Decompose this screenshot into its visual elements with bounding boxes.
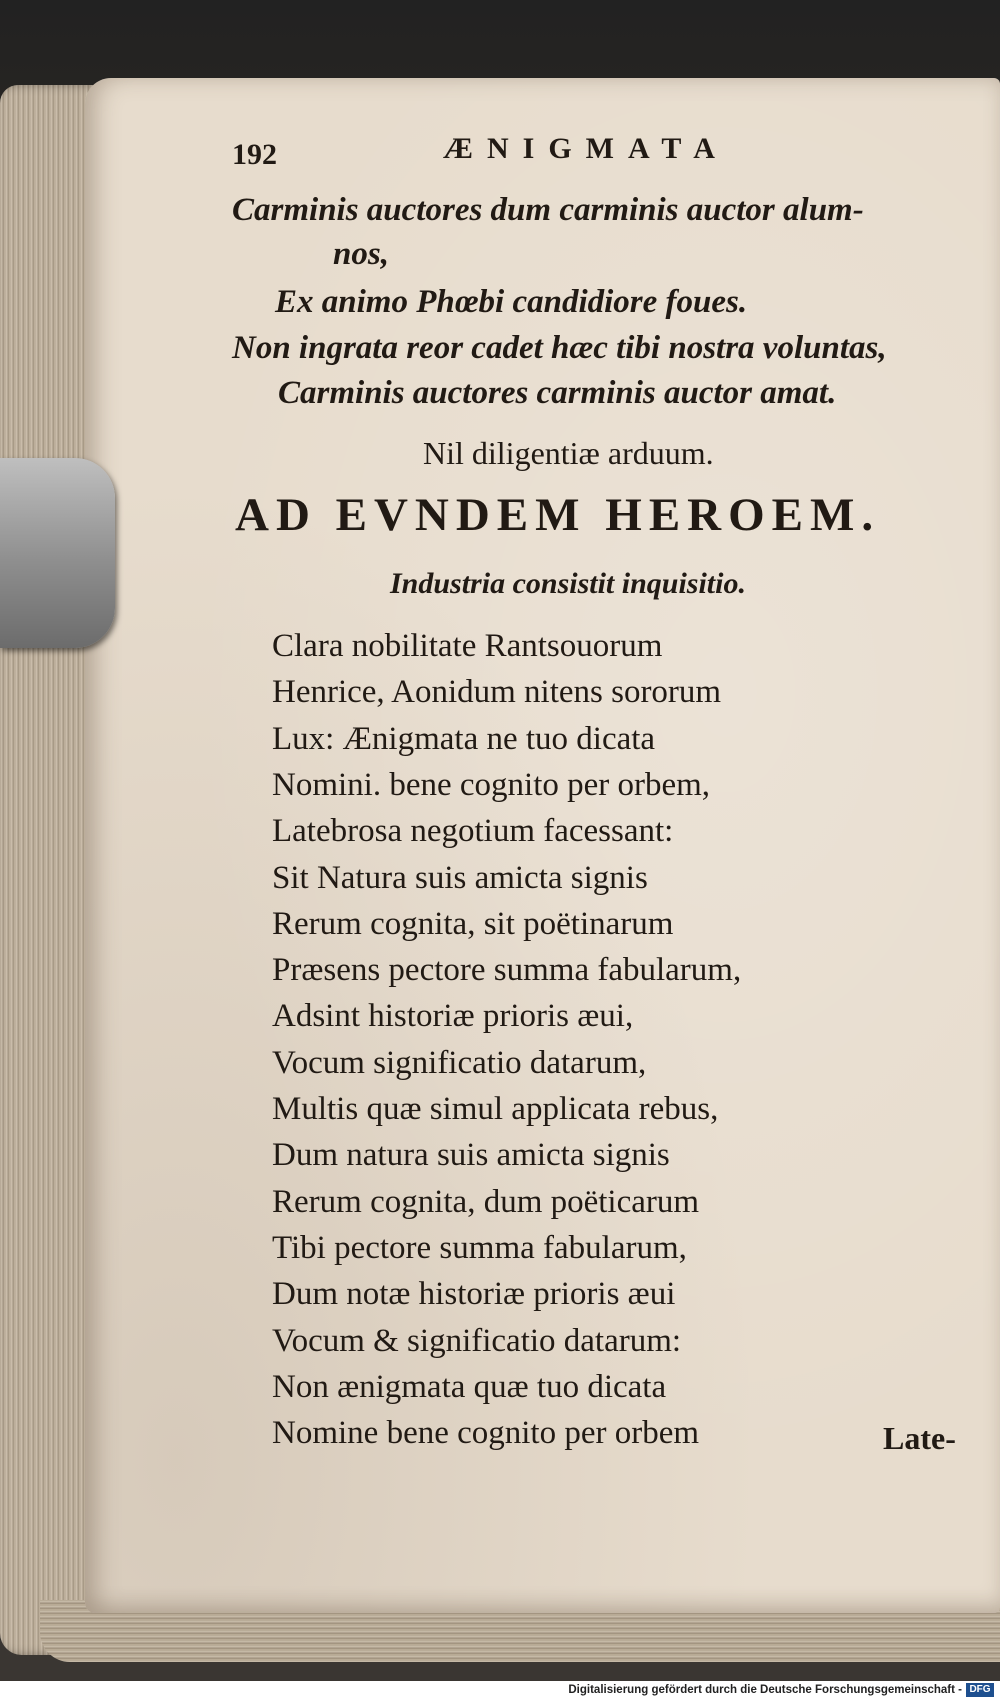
poem-line: Clara nobilitate Rantsouorum bbox=[272, 628, 663, 664]
section-subheading: Industria consistit inquisitio. bbox=[390, 567, 746, 600]
poem-line: Nomine bene cognito per orbem bbox=[272, 1415, 700, 1451]
catchword: Late- bbox=[883, 1420, 956, 1456]
footer-credit: Digitalisierung gefördert durch die Deutsche Forschungsgemeinschaft - bbox=[568, 1684, 962, 1696]
poem-line: Lux: Ænigmata ne tuo dicata bbox=[272, 721, 656, 757]
poem-line: Nomini. bene cognito per orbem, bbox=[272, 767, 711, 803]
section-heading: AD EVNDEM HEROEM. bbox=[235, 489, 881, 541]
poem-line: Rerum cognita, sit poëtinarum bbox=[272, 906, 674, 942]
poem-line: Non ænigmata quæ tuo dicata bbox=[272, 1369, 667, 1405]
poem-line: Henrice, Aonidum nitens sororum bbox=[272, 674, 722, 710]
poem-line: Adsint historiæ prioris æui, bbox=[272, 998, 634, 1034]
dfg-logo: DFG bbox=[966, 1683, 994, 1697]
verse-line: Non ingrata reor cadet hæc tibi nostra voluntas, bbox=[232, 330, 887, 366]
verse-line: Ex animo Phœbi candidiore foues. bbox=[275, 284, 748, 320]
page-clip bbox=[0, 458, 115, 648]
verse-line: Carminis auctores dum carminis auctor alum- bbox=[232, 192, 864, 228]
poem-line: Sit Natura suis amicta signis bbox=[272, 860, 648, 896]
poem-line: Multis quæ simul applicata rebus, bbox=[272, 1091, 719, 1127]
motto: Nil diligentiæ arduum. bbox=[423, 435, 714, 471]
poem-line: Vocum significatio datarum, bbox=[272, 1045, 647, 1081]
poem-line: Dum natura suis amicta signis bbox=[272, 1137, 670, 1173]
running-title: ÆNIGMATA bbox=[443, 132, 729, 165]
poem-line: Præsens pectore summa fabularum, bbox=[272, 952, 742, 988]
verse-line: Carminis auctores carminis auctor amat. bbox=[278, 375, 837, 411]
poem-line: Vocum & significatio datarum: bbox=[272, 1323, 682, 1359]
poem-line: Latebrosa negotium facessant: bbox=[272, 813, 674, 849]
poem-line: Tibi pectore summa fabularum, bbox=[272, 1230, 687, 1266]
page-number: 192 bbox=[232, 138, 277, 171]
poem-line: Rerum cognita, dum poëticarum bbox=[272, 1184, 700, 1220]
verse-line: nos, bbox=[333, 236, 389, 272]
poem-line: Dum notæ historiæ prioris æui bbox=[272, 1276, 676, 1312]
